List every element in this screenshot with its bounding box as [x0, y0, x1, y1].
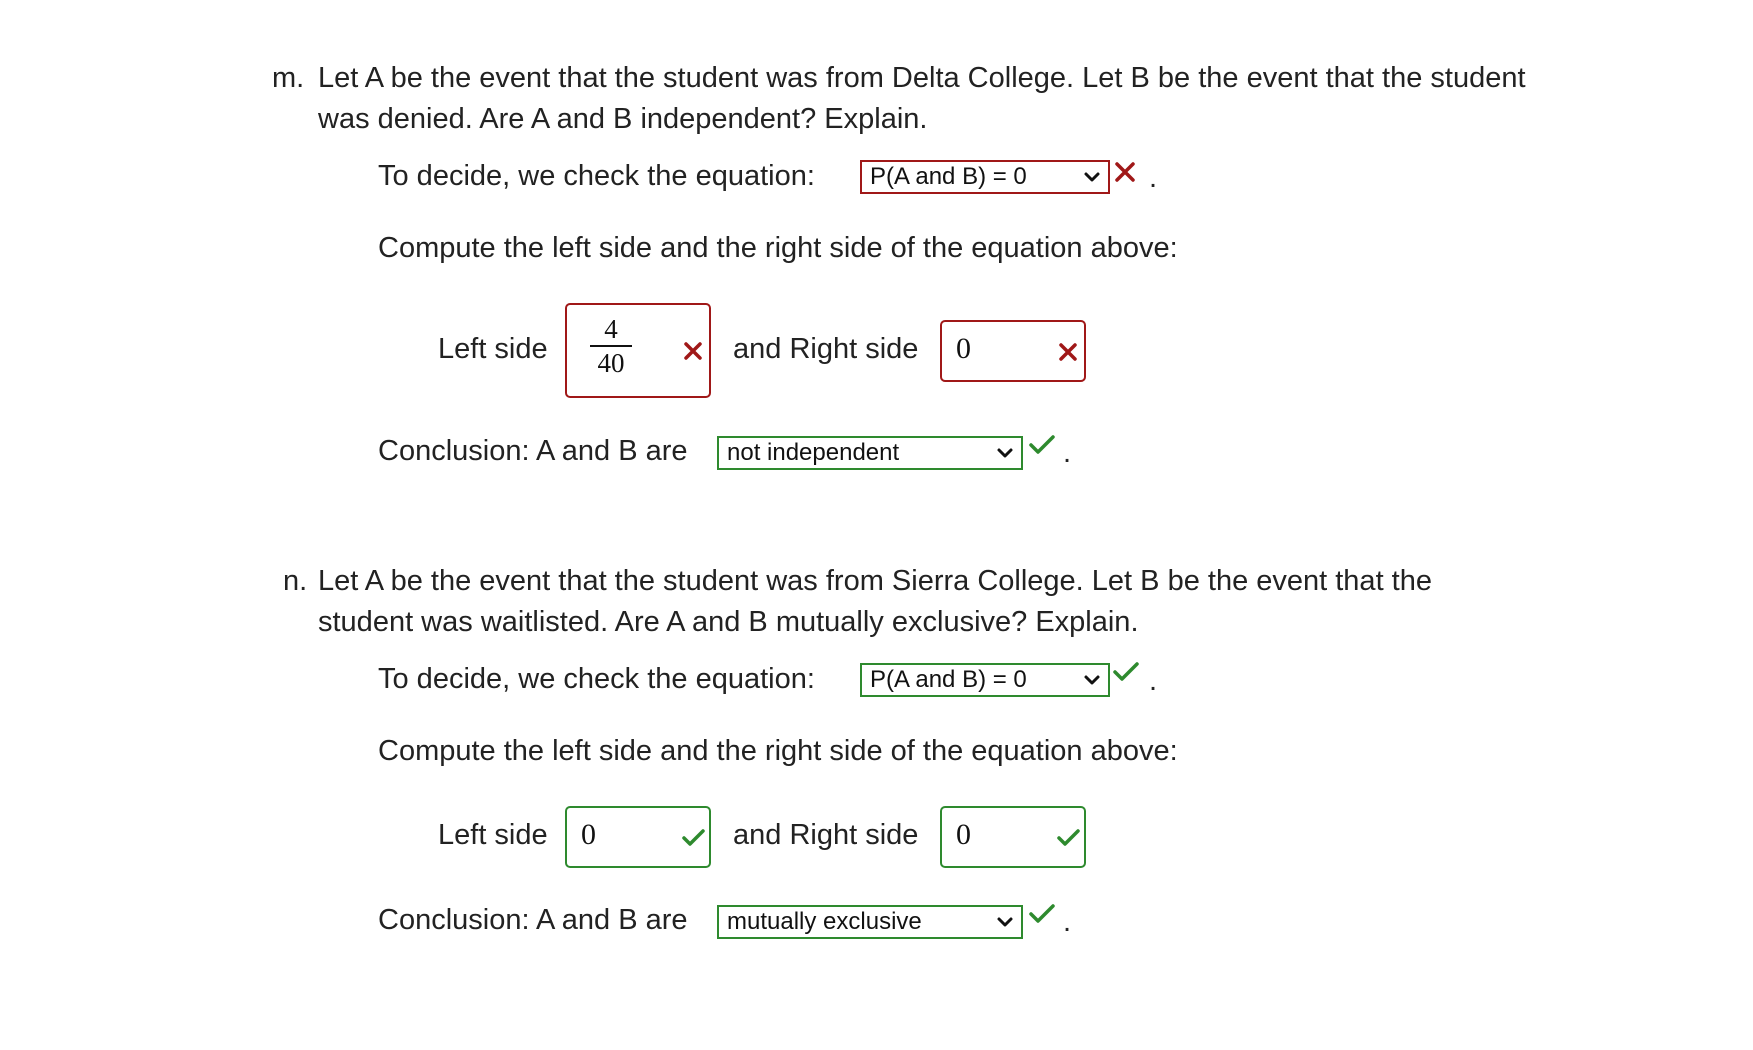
chevron-down-icon	[1082, 670, 1102, 690]
incorrect-x-icon	[1114, 161, 1136, 183]
conclusion-select[interactable]	[717, 905, 1023, 939]
sentence-period: .	[1149, 162, 1158, 194]
question-text-line1: Let A be the event that the student was from Delta College. Let B be the event that the student	[318, 62, 1526, 94]
right-side-value: 0	[956, 818, 971, 851]
equation-select-value: P(A and B) = 0	[870, 666, 1027, 693]
equation-select-value: P(A and B) = 0	[870, 163, 1027, 190]
decide-prompt: To decide, we check the equation:	[378, 160, 815, 192]
fraction-denominator: 40	[597, 348, 625, 378]
right-side-value: 0	[956, 332, 971, 365]
question-label: m.	[272, 62, 305, 94]
conclusion-select-value: mutually exclusive	[727, 908, 922, 935]
question-text-line2: was denied. Are A and B independent? Explain.	[318, 103, 928, 135]
question-text-line1: Let A be the event that the student was from Sierra College. Let B be the event that the	[318, 565, 1432, 597]
chevron-down-icon	[995, 443, 1015, 463]
equation-select[interactable]	[860, 160, 1110, 194]
question-label: n.	[283, 565, 308, 597]
left-side-value: 0	[581, 818, 596, 851]
right-side-label: and Right side	[733, 819, 919, 851]
right-side-input[interactable]	[940, 320, 1086, 382]
left-side-fraction	[590, 314, 632, 378]
chevron-down-icon	[1082, 167, 1102, 187]
chevron-down-icon	[995, 912, 1015, 932]
right-side-label: and Right side	[733, 333, 919, 365]
question-text-line2: student was waitlisted. Are A and B mutually exclusive? Explain.	[318, 606, 1139, 638]
conclusion-select-value: not independent	[727, 439, 900, 466]
correct-check-icon	[1112, 661, 1140, 683]
left-side-label: Left side	[438, 819, 548, 851]
sentence-period: .	[1149, 665, 1158, 697]
correct-check-icon	[1028, 903, 1056, 925]
conclusion-prompt: Conclusion: A and B are	[378, 904, 688, 936]
conclusion-prompt: Conclusion: A and B are	[378, 435, 688, 467]
left-side-label: Left side	[438, 333, 548, 365]
equation-select[interactable]	[860, 663, 1110, 697]
left-side-input[interactable]	[565, 303, 711, 398]
compute-prompt: Compute the left side and the right side of the equation above:	[378, 735, 1178, 767]
correct-check-icon	[1028, 434, 1056, 456]
right-side-input[interactable]	[940, 806, 1086, 868]
correct-check-icon	[1056, 828, 1082, 848]
correct-check-icon	[681, 828, 707, 848]
conclusion-select[interactable]	[717, 436, 1023, 470]
left-side-input[interactable]	[565, 806, 711, 868]
compute-prompt: Compute the left side and the right side of the equation above:	[378, 232, 1178, 264]
fraction-bar	[590, 345, 632, 347]
fraction-numerator: 4	[604, 314, 618, 344]
sentence-period: .	[1063, 906, 1072, 938]
incorrect-x-icon	[683, 341, 703, 361]
decide-prompt: To decide, we check the equation:	[378, 663, 815, 695]
sentence-period: .	[1063, 437, 1072, 469]
incorrect-x-icon	[1058, 342, 1078, 362]
